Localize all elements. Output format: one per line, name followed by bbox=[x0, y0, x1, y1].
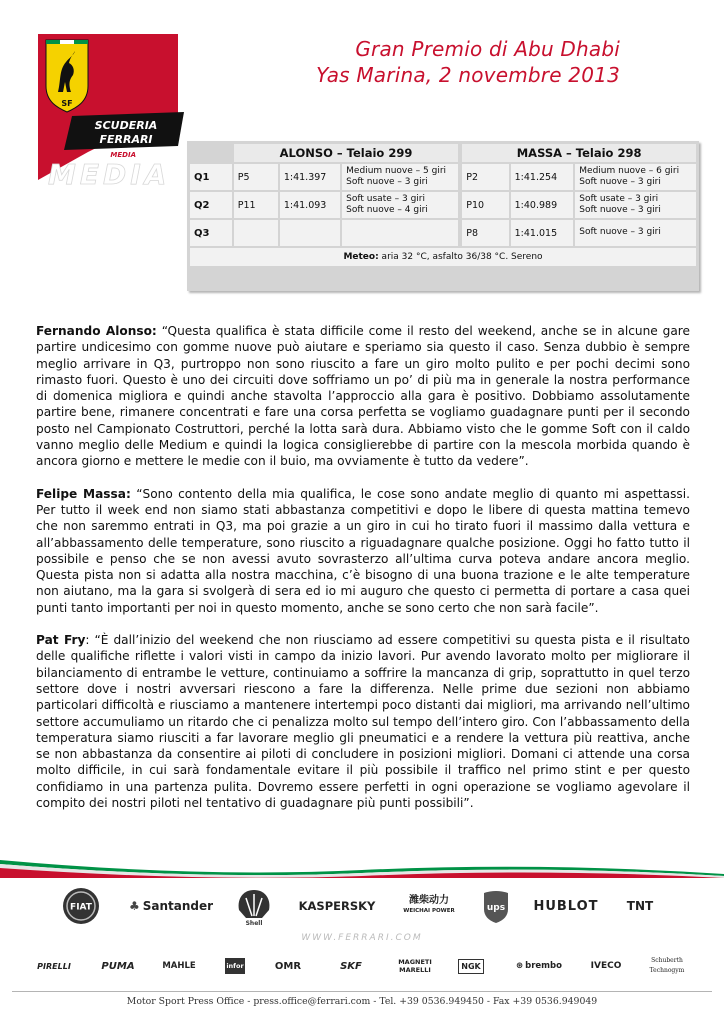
speaker-name: Felipe Massa: bbox=[36, 486, 131, 501]
quote-alonso bbox=[36, 323, 690, 470]
sponsor-iveco: IVECO bbox=[590, 961, 622, 971]
sponsor-shell bbox=[232, 886, 276, 926]
page-title: Gran Premio di Abu Dhabi bbox=[355, 37, 620, 61]
speaker-name: Fernando Alonso: bbox=[36, 324, 157, 338]
alonso-time bbox=[280, 220, 340, 246]
sponsor-weichai: 潍柴动力 WEICHAI POWER bbox=[403, 895, 455, 914]
sponsor-pirelli: PIRELLI bbox=[37, 961, 71, 971]
weather-text: aria 32 °C, asfalto 36/38 °C. Sereno bbox=[378, 252, 543, 262]
sponsor-logos-row-2 bbox=[0, 946, 724, 986]
sponsor-kaspersky: KASPERSKY bbox=[298, 899, 376, 913]
table-row bbox=[190, 220, 696, 246]
quote-text: “Sono contento della mia qualifica, le cose sono andate meglio di quanto mi aspettassi. Per tutto il week end non siamo stati abbastanza competitivi e dopo le libere di questa mattina temevo che non saremmo entrati in Q3, ma poi grazie a un giro in cui ho tirato fuori il massimo dalla vettura e all’abbassamento delle temperature, sono riuscito a riguadagnare qualche posizione. Oggi ho fatto tutto il possibile e penso che se non avessi avuto sovrasterzo all’ultima curva poteva andare ancora meglio. Questa pista non si adatta alla nostra macchina, c’è bisogno di una buona trazione e le alte temperature non aiutano, ma la gara si svolgerà di sera ed io mi auguro che questo ci permetta di portare a casa quei punti tanto importanti per noi in questo momento, anche se sono certo che non sarà facile”. bbox=[36, 486, 690, 615]
alonso-position: P5 bbox=[234, 164, 278, 190]
sponsor-tnt: TNT bbox=[626, 899, 654, 913]
sponsor-logos-row-1 bbox=[0, 886, 724, 926]
alonso-tyres: Soft usate – 3 giri Soft nuove – 4 giri bbox=[342, 192, 458, 218]
alonso-position bbox=[234, 220, 278, 246]
massa-time: 1:41.015 bbox=[511, 220, 574, 246]
sponsor-schuberth-technogym: Schuberth Technogym bbox=[649, 957, 685, 974]
session-label: Q2 bbox=[190, 192, 232, 218]
scuderia-ferrari-logo bbox=[28, 26, 190, 188]
logo-text-ferrari: FERRARI bbox=[99, 133, 153, 146]
sponsor-ups bbox=[480, 886, 512, 926]
footer-divider bbox=[12, 991, 712, 992]
weather-label: Meteo: bbox=[343, 252, 379, 262]
footer-contact: Motor Sport Press Office - press.office@ferrari.com - Tel. +39 0536.949450 - Fax +39 0536.949049 bbox=[126, 996, 598, 1007]
massa-time: 1:41.254 bbox=[511, 164, 574, 190]
alonso-time: 1:41.397 bbox=[280, 164, 340, 190]
massa-position: P8 bbox=[462, 220, 508, 246]
session-label: Q3 bbox=[190, 220, 232, 246]
alonso-position: P11 bbox=[234, 192, 278, 218]
alonso-time: 1:41.093 bbox=[280, 192, 340, 218]
sponsor-santander: ♣ Santander bbox=[128, 899, 214, 913]
svg-text:Shell: Shell bbox=[245, 920, 263, 926]
website-link[interactable]: WWW.FERRARI.COM bbox=[301, 933, 423, 943]
sponsor-mahle: MAHLE bbox=[162, 961, 196, 971]
massa-position: P10 bbox=[462, 192, 508, 218]
alonso-tyres: Medium nuove – 5 giri Soft nuove – 3 giri bbox=[342, 164, 458, 190]
sponsor-ngk: NGK bbox=[456, 946, 486, 986]
qualifying-results-table bbox=[187, 141, 699, 291]
quote-text: : “È dall’inizio del weekend che non riusciamo ad essere competitivi su questa pista e il risultato delle qualifiche riflette i valori visti in campo da inizio lavori. Pur avendo lavorato molto per migliorare il bilanciamento di entrambe le vetture, continuiamo a soffrire la mancanza di grip, soprattutto in quel terzo settore dove i nostri avversari riescono a fare la differenza. Nelle prime due sezioni non abbiamo particolari difficoltà e riusciamo a mantenere intertempi poco distanti dai migliori, ma arrivando nell’ultimo settore accumuliamo un ritardo che ci penalizza molto sul tempo dell’intero giro. Con l’abbassamento della temperatura siamo riusciti a far lavorare meglio gli pneumatici e a rendere la vettura più reattiva, anche se non abbastanza da consentire ai piloti di concludere in posizioni migliori. Domani ci attende una corsa molto difficile, in cui sarà fondamentale evitare il più possibile il traffico nel primo stint e per questo confidiamo in una partenza pulita. Dovremo essere perfetti in ogni operazione se vogliamo agevolare il compito dei nostri piloti nel tentativo di guadagnare più punti possibili”. bbox=[36, 633, 690, 811]
quote-text: “Questa qualifica è stata difficile come il resto del weekend, anche se in alcune gare partire undicesimo con gomme nuove può aiutare e speriamo sia questo il caso. Senza dubbio è sempre meglio arrivare in Q3, purtroppo non sono riuscito a fare un giro molto pulito e per pochi decimi sono rimasto fuori. Questo è uno dei circuiti dove soffriamo un po’ di più ma in generale la nostra performance di domenica migliora e quindi anche stavolta l’approccio alla gara è positivo. Dobbiamo assolutamente partire bene, rimanere concentrati e fare una corsa perfetta se vogliamo guadagnare punti per il secondo posto nel Campionato Costruttori, perché la lotta sarà dura. Abbiamo visto che le gomme Soft con il caldo vanno meglio delle Medium e quindi la logica consiglierebbe di partire con la mescola morbida quando è ancora giorno e mettere le medie con il buio, ma ovviamente è tutto da vedere”. bbox=[36, 324, 690, 469]
sponsor-magneti-marelli: MAGNETI MARELLI bbox=[398, 958, 432, 974]
session-label: Q1 bbox=[190, 164, 232, 190]
page-subtitle: Yas Marina, 2 novembre 2013 bbox=[316, 63, 620, 87]
sponsor-infor: infor bbox=[224, 946, 246, 986]
massa-tyres: Soft usate – 3 giri Soft nuove – 3 giri bbox=[575, 192, 696, 218]
sponsor-omr: OMR bbox=[274, 960, 302, 972]
table-row bbox=[190, 164, 696, 190]
massa-position: P2 bbox=[462, 164, 508, 190]
quote-massa bbox=[36, 486, 690, 616]
sponsor-hublot: HUBLOT bbox=[533, 898, 599, 914]
massa-time: 1:40.989 bbox=[511, 192, 574, 218]
table-row bbox=[190, 192, 696, 218]
alonso-tyres bbox=[342, 220, 458, 246]
italian-flag-band bbox=[0, 858, 724, 878]
sponsor-fiat bbox=[60, 886, 102, 926]
logo-media-small: MEDIA bbox=[110, 151, 136, 159]
svg-text:FIAT: FIAT bbox=[70, 902, 92, 913]
header-empty-cell bbox=[190, 144, 232, 162]
driver-header-massa: MASSA – Telaio 298 bbox=[462, 144, 696, 162]
sponsor-brembo: ⊛ brembo bbox=[516, 961, 562, 971]
logo-badge-text: SF bbox=[61, 99, 73, 108]
logo-text-scuderia: SCUDERIA bbox=[94, 119, 158, 132]
speaker-name: Pat Fry bbox=[36, 633, 86, 648]
driver-header-alonso: ALONSO – Telaio 299 bbox=[234, 144, 458, 162]
quote-fry bbox=[36, 632, 690, 811]
weather-info bbox=[190, 248, 696, 266]
massa-tyres: Medium nuove – 6 giri Soft nuove – 3 giri bbox=[575, 164, 696, 190]
massa-tyres: Soft nuove – 3 giri bbox=[575, 220, 696, 246]
sponsor-skf: SKF bbox=[340, 960, 362, 972]
svg-text:ups: ups bbox=[486, 903, 506, 913]
logo-media-large: MEDIA bbox=[48, 158, 171, 188]
press-release-body bbox=[36, 323, 690, 827]
sponsor-puma: PUMA bbox=[101, 960, 135, 972]
